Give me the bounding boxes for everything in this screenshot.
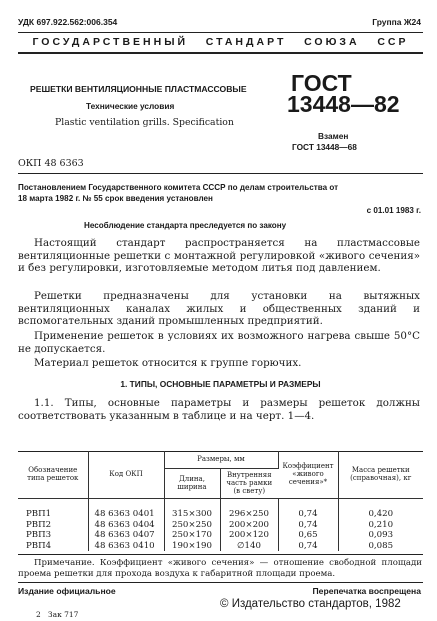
- table-note: Примечание. Коэффициент «живого сечения» — отношение свободной площади проема решетки для прохода воздуха к габаритной площади проема.: [18, 558, 422, 579]
- header-inner: Внутренняя часть рамки (в свету): [220, 468, 278, 498]
- paragraph-types: 1.1. Типы, основные параметры и размеры решеток должны соответствовать указанным в таблице и на черт. 1—4.: [18, 397, 420, 422]
- header-mass: Масса решетки (справочная), кг: [338, 451, 423, 498]
- standard-subtitle: Технические условия: [86, 101, 175, 111]
- cell-mass: 0,420: [368, 509, 394, 519]
- cell-okp: 48 6363 0407: [88, 530, 164, 541]
- standard-title-en: Plastic ventilation grills. Specification: [55, 117, 234, 128]
- table-rule-bottom: [18, 554, 423, 555]
- header-okp: Код ОКП: [88, 451, 164, 498]
- header-type: Обозначение типа решеток: [18, 451, 88, 498]
- rule-title-bottom: [18, 173, 423, 174]
- cell-inner: ∅140: [220, 541, 278, 552]
- cell-coef: 0,74: [278, 541, 338, 552]
- cell-length: 190×190: [164, 541, 220, 552]
- cell-type: РВП3: [18, 530, 88, 541]
- cell-mass: 0,093: [368, 530, 394, 540]
- cell-length: 250×170: [164, 530, 220, 541]
- cell-okp: 48 6363 0404: [88, 520, 164, 531]
- footer-rule: [18, 582, 423, 583]
- decree-line-2: 18 марта 1982 г. № 55 срок введения установлен: [18, 194, 213, 203]
- table-row: [18, 530, 423, 541]
- header-sizes: Размеры, мм: [164, 451, 278, 468]
- order-number: 2 Зак 717: [36, 610, 79, 619]
- cell-type: РВП2: [18, 520, 88, 531]
- standard-banner: ГОСУДАРСТВЕННЫЙ СТАНДАРТ СОЮЗА ССР: [32, 36, 409, 48]
- header-coef: Коэффициент «живого сечения»*: [278, 451, 338, 498]
- cell-okp: 48 6363 0401: [88, 509, 164, 520]
- cell-type: РВП4: [18, 541, 88, 552]
- okp-code: ОКП 48 6363: [18, 158, 84, 169]
- cell-length: 315×300: [164, 509, 220, 520]
- copyright-icon: ©: [220, 598, 229, 610]
- header-rule-top: [18, 32, 423, 33]
- replaces-value: ГОСТ 13448—68: [292, 142, 357, 152]
- cell-coef: 0,74: [278, 509, 338, 520]
- udk-code: УДК 697.922.562:006.354: [18, 17, 118, 27]
- copyright-text: Издательство стандартов, 1982: [231, 598, 401, 610]
- cell-coef: 0,65: [278, 530, 338, 541]
- cell-length: 250×250: [164, 520, 220, 531]
- section-heading: 1. ТИПЫ, ОСНОВНЫЕ ПАРАМЕТРЫ И РАЗМЕРЫ: [120, 379, 321, 389]
- parameters-table: [18, 451, 423, 551]
- cell-mass: 0,085: [368, 540, 394, 551]
- reprint-prohibited: Перепечатка воспрещена: [312, 586, 421, 596]
- table-row: [18, 520, 423, 531]
- gost-number: 13448—82: [287, 91, 400, 117]
- paragraph-scope: Настоящий стандарт распространяется на пластмассовые вентиляционные решетки с монтажной регулировкой «живого сечения» и без регулировки, изготовляемые методом литья под давлением.: [18, 237, 420, 275]
- replaces-label: Взамен: [318, 131, 349, 141]
- decree-line-1: Постановлением Государственного комитета СССР по делам строительства от: [18, 183, 339, 192]
- header-length: Длина, ширина: [164, 468, 220, 498]
- cell-okp: 48 6363 0410: [88, 541, 164, 552]
- paragraph-purpose: Решетки предназначены для установки на вытяжных вентиляционных каналах жилых и общественных зданий и вспомогательных зданий промышленных предприятий.: [18, 290, 420, 328]
- notice: Несоблюдение стандарта преследуется по закону: [84, 221, 287, 230]
- copyright-line: [220, 598, 401, 610]
- table-row: [18, 541, 423, 552]
- cell-inner: 200×200: [220, 520, 278, 531]
- cell-mass: 0,210: [368, 519, 394, 530]
- paragraph-heating: Применение решеток в условиях их возможного нагрева свыше 50°С не допускается.: [18, 330, 420, 355]
- header-rule-bottom: [18, 52, 423, 54]
- official-edition: Издание официальное: [18, 586, 116, 596]
- standard-title: РЕШЕТКИ ВЕНТИЛЯЦИОННЫЕ ПЛАСТМАССОВЫЕ: [30, 84, 247, 94]
- decree-date: с 01.01 1983 г.: [366, 206, 421, 215]
- cell-coef: 0,74: [278, 520, 338, 531]
- gost-label: ГОСТ: [291, 70, 352, 96]
- paragraph-material: Материал решеток относится к группе горючих.: [34, 357, 302, 369]
- cell-inner: 296×250: [220, 509, 278, 520]
- table-row: [18, 509, 423, 520]
- cell-type: РВП1: [18, 509, 88, 520]
- cell-inner: 200×120: [220, 530, 278, 541]
- group-code: Группа Ж24: [372, 17, 421, 27]
